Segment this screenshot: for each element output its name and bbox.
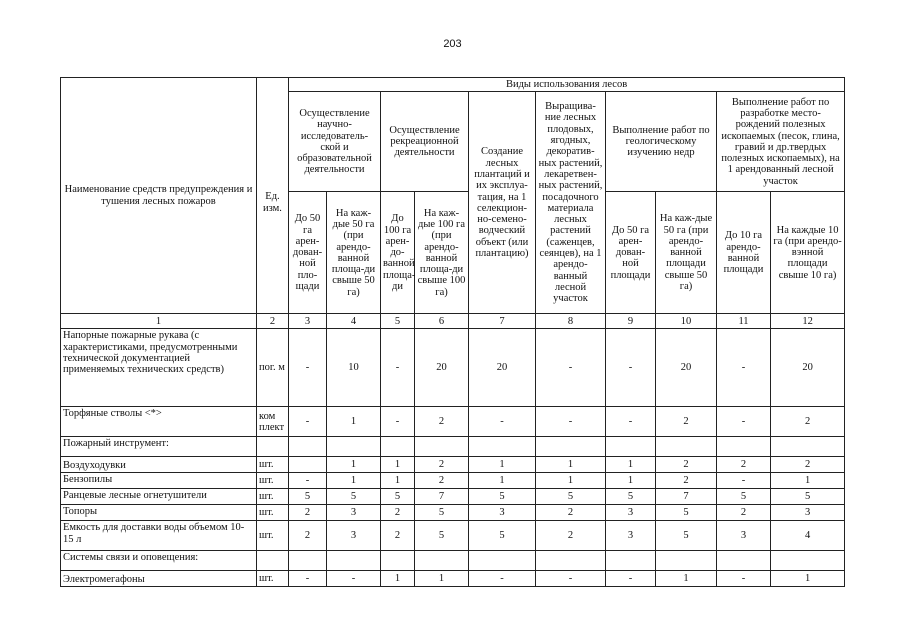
row-value: 7 — [415, 489, 469, 505]
col-number: 10 — [656, 314, 717, 329]
row-value: 2 — [289, 521, 327, 551]
header-group-recreation: Осуществление рекреационной деятельности — [381, 92, 469, 192]
row-value: - — [327, 571, 381, 587]
row-value: - — [717, 329, 771, 407]
row-unit: шт. — [257, 521, 289, 551]
row-value: 2 — [381, 521, 415, 551]
row-value: 1 — [771, 571, 845, 587]
table-row — [61, 505, 845, 521]
col-number: 8 — [536, 314, 606, 329]
table-row — [61, 473, 845, 489]
header-group-geology: Выполнение работ по геологическому изучению недр — [606, 92, 717, 192]
row-name: Емкость для доставки воды объемом 10-15 л — [61, 521, 257, 551]
header-group-plantations: Создание лесных плантаций и их эксплуа-тация, на 1 селекцион-но-семено-водческий объект (или плантацию) — [469, 92, 536, 314]
row-name: Пожарный инструмент: — [61, 437, 257, 457]
row-value: - — [289, 571, 327, 587]
col-number: 5 — [381, 314, 415, 329]
row-value — [327, 437, 381, 457]
row-value: 3 — [771, 505, 845, 521]
row-value: 5 — [536, 489, 606, 505]
row-value — [327, 551, 381, 571]
row-value: - — [606, 571, 656, 587]
row-value: 1 — [327, 457, 381, 473]
row-value — [289, 437, 327, 457]
row-name: Воздуходувки — [61, 457, 257, 473]
row-value — [381, 551, 415, 571]
row-value: - — [606, 329, 656, 407]
row-value: 2 — [536, 505, 606, 521]
row-value: 5 — [717, 489, 771, 505]
table-row — [61, 457, 845, 473]
row-value: 1 — [469, 457, 536, 473]
row-value — [415, 437, 469, 457]
row-name: Напорные пожарные рукава (с характеристиками, предусмотренными технической документацией применяемых технических средств) — [61, 329, 257, 407]
header-sub-10: На каж-дые 50 га (при арендо-ванной площади свыше 50 га) — [656, 192, 717, 314]
row-value: 2 — [656, 457, 717, 473]
row-value: 20 — [469, 329, 536, 407]
row-value — [717, 551, 771, 571]
row-value: 1 — [381, 473, 415, 489]
header-group-science: Осуществление научно-исследователь-ской и образовательной деятельности — [289, 92, 381, 192]
row-value — [289, 551, 327, 571]
row-value: - — [717, 407, 771, 437]
header-sub-12: На каждые 10 га (при арендо-вэнной площади свыше 10 га) — [771, 192, 845, 314]
row-value: 3 — [469, 505, 536, 521]
table-row — [61, 407, 845, 437]
row-value: 20 — [771, 329, 845, 407]
table-row — [61, 551, 845, 571]
row-value: 2 — [656, 407, 717, 437]
table-row — [61, 571, 845, 587]
row-value: 1 — [327, 407, 381, 437]
row-value: 1 — [536, 457, 606, 473]
row-value — [606, 551, 656, 571]
table-row — [61, 521, 845, 551]
row-value: 3 — [327, 505, 381, 521]
row-value — [415, 551, 469, 571]
row-value: 5 — [469, 521, 536, 551]
column-number-row — [61, 314, 845, 329]
row-value: 20 — [415, 329, 469, 407]
row-name: Бензопилы — [61, 473, 257, 489]
row-value: - — [289, 329, 327, 407]
row-value: - — [717, 571, 771, 587]
row-value: 2 — [717, 457, 771, 473]
row-name: Электромегафоны — [61, 571, 257, 587]
row-value: 1 — [415, 571, 469, 587]
row-value — [469, 551, 536, 571]
row-value — [381, 437, 415, 457]
table-row — [61, 437, 845, 457]
row-value — [536, 551, 606, 571]
row-value — [536, 437, 606, 457]
row-value: 3 — [606, 521, 656, 551]
row-name: Системы связи и оповещения: — [61, 551, 257, 571]
row-value: 5 — [327, 489, 381, 505]
row-value — [469, 437, 536, 457]
header-group-title: Виды использования лесов — [289, 78, 845, 92]
row-unit — [257, 551, 289, 571]
header-sub-5: До 100 га арен-до-ванной площа-ди — [381, 192, 415, 314]
row-name: Ранцевые лесные огнетушители — [61, 489, 257, 505]
row-value: 2 — [536, 521, 606, 551]
row-value: 2 — [381, 505, 415, 521]
row-value: 1 — [469, 473, 536, 489]
row-value: 5 — [606, 489, 656, 505]
row-value: - — [381, 407, 415, 437]
row-value — [717, 437, 771, 457]
row-unit: шт. — [257, 457, 289, 473]
col-number: 6 — [415, 314, 469, 329]
row-value: 2 — [717, 505, 771, 521]
row-value: 2 — [771, 407, 845, 437]
row-value: 1 — [606, 457, 656, 473]
row-value: 5 — [415, 521, 469, 551]
row-value: 5 — [289, 489, 327, 505]
row-value: - — [536, 407, 606, 437]
row-value — [606, 437, 656, 457]
row-value: 3 — [327, 521, 381, 551]
row-value: 2 — [289, 505, 327, 521]
row-unit: шт. — [257, 473, 289, 489]
col-number: 2 — [257, 314, 289, 329]
row-value — [289, 457, 327, 473]
row-value: 5 — [381, 489, 415, 505]
row-value: 1 — [771, 473, 845, 489]
row-value: 7 — [656, 489, 717, 505]
row-value: 5 — [656, 521, 717, 551]
header-sub-9: До 50 га арен-дован-ной площади — [606, 192, 656, 314]
row-value: 5 — [771, 489, 845, 505]
row-unit: ком плект — [257, 407, 289, 437]
row-value: 1 — [381, 457, 415, 473]
row-unit: шт. — [257, 505, 289, 521]
header-sub-4: На каж-дые 50 га (при арендо-ванной площа-ди свыше 50 га) — [327, 192, 381, 314]
header-sub-11: До 10 га арендо-ванной площади — [717, 192, 771, 314]
row-value: 2 — [415, 473, 469, 489]
row-value: 2 — [415, 407, 469, 437]
row-value: - — [469, 407, 536, 437]
header-name: Наименование средств предупреждения и тушения лесных пожаров — [61, 78, 257, 314]
row-value: 1 — [381, 571, 415, 587]
row-name: Торфяные стволы <*> — [61, 407, 257, 437]
row-value: 2 — [771, 457, 845, 473]
row-value: 10 — [327, 329, 381, 407]
col-number: 7 — [469, 314, 536, 329]
fire-equipment-table — [60, 77, 845, 587]
table-row — [61, 329, 845, 407]
page-number: 203 — [443, 38, 462, 50]
row-unit — [257, 437, 289, 457]
row-value: 20 — [656, 329, 717, 407]
row-value: - — [536, 571, 606, 587]
col-number: 1 — [61, 314, 257, 329]
col-number: 9 — [606, 314, 656, 329]
row-value — [656, 551, 717, 571]
header-sub-3: До 50 га арен-дован-ной пло-щади — [289, 192, 327, 314]
row-value: - — [289, 407, 327, 437]
col-number: 3 — [289, 314, 327, 329]
row-value — [656, 437, 717, 457]
row-value: 5 — [415, 505, 469, 521]
row-value: - — [536, 329, 606, 407]
row-value: - — [289, 473, 327, 489]
table-row — [61, 489, 845, 505]
row-name: Топоры — [61, 505, 257, 521]
header-group-cultivation: Выращива-ние лесных плодовых, ягодных, декоратив-ных растений, лекаретвен-ных растений, посадочного материала лесных растений (саженцев, сеянцев), на 1 арендо-ванный лесной участок — [536, 92, 606, 314]
row-value: 1 — [327, 473, 381, 489]
col-number: 12 — [771, 314, 845, 329]
row-unit: пог. м — [257, 329, 289, 407]
header-unit: Ед. изм. — [257, 92, 289, 314]
row-value: 2 — [656, 473, 717, 489]
row-value: 4 — [771, 521, 845, 551]
header-sub-6: На каж-дые 100 га (при арендо-ванной площа-ди свыше 100 га) — [415, 192, 469, 314]
row-value: - — [381, 329, 415, 407]
row-value: 5 — [469, 489, 536, 505]
row-value: - — [469, 571, 536, 587]
row-value: - — [717, 473, 771, 489]
row-value — [771, 551, 845, 571]
row-value: 3 — [606, 505, 656, 521]
row-unit: шт. — [257, 489, 289, 505]
row-value: - — [606, 407, 656, 437]
row-value: 1 — [656, 571, 717, 587]
row-value: 2 — [415, 457, 469, 473]
row-unit: шт. — [257, 571, 289, 587]
row-value: 1 — [606, 473, 656, 489]
row-value: 3 — [717, 521, 771, 551]
col-number: 4 — [327, 314, 381, 329]
col-number: 11 — [717, 314, 771, 329]
header-group-mining: Выполнение работ по разработке место-рождений полезных ископаемых (песок, глина, гравий и др.твердых полезных ископаемых), на 1 арендованный лесной участок — [717, 92, 845, 192]
row-value — [771, 437, 845, 457]
row-value: 5 — [656, 505, 717, 521]
row-value: 1 — [536, 473, 606, 489]
